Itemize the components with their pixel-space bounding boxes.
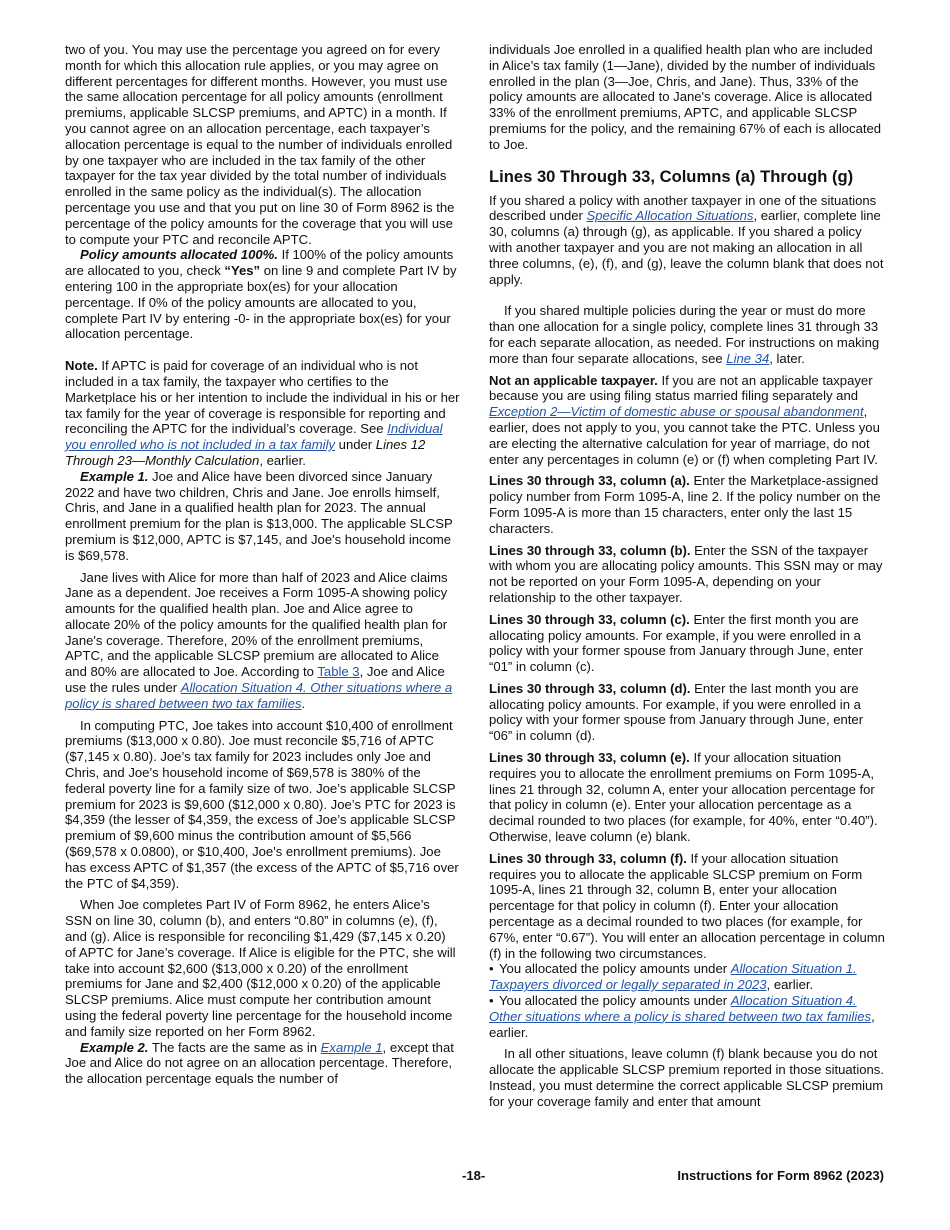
link-table-3[interactable]: Table 3 <box>317 664 360 680</box>
run-text: The facts are the same as in <box>148 1039 321 1055</box>
link-allocation-situation-4[interactable]: Allocation Situation 4. Other situations where a policy is shared between two tax families <box>65 680 453 711</box>
right-column <box>489 42 886 1110</box>
run-heading: Lines 30 through 33, column (d). <box>489 680 691 696</box>
section-heading: Lines 30 Through 33, Columns (a) Through (g) <box>489 166 854 186</box>
run-heading: Not an applicable taxpayer. <box>489 372 658 388</box>
run-italic: Lines 12 Through 23—Monthly Calculation <box>65 437 426 468</box>
run-text: Enter the last month you are allocating policy amounts. For example, if you were enrolled in a policy with your former spouse from January through June, enter “06” in column (d). <box>489 680 864 744</box>
run-text: If you shared a policy with another taxpayer in one of the situations described under <box>489 192 877 224</box>
note-heading: Note. <box>65 358 98 374</box>
paragraph: When Joe completes Part IV of Form 8962, he enters Alice’s SSN on line 30, column (b), and enters “0.80” in columns (e), (f), and (g). Alice is responsible for reconciling $1,429 ($7,145 x 0.20) of APTC for Jane’s coverage. If Alice is eligible for the PTC, she will take into account $2,600 ($13,000 x 0.20) of the enrollment premiums for Jane and $2,400 ($12,000 x 0.20) of the applicable SLCSP premiums. Alice must compute her contribution amount using the federal poverty line percentage for the household income and family size reported on her Form 8962. <box>65 897 456 1039</box>
paragraph: In computing PTC, Joe takes into account $10,400 of enrollment premiums ($13,000 x 0.80). Joe must reconcile $5,716 of APTC ($7,145 x 0.80). Joe’s tax family for 2023 includes only Joe and Chris, and Joe’s household income of $69,578 is 380% of the federal poverty line for a family size of two. Joe’s applicable SLCSP premium for 2023 is $9,600 ($12,000 x 0.80). Joe’s PTC for 2023 is $4,359 (the lesser of $4,359, the excess of Joe’s applicable SLCSP premium of $9,600 minus the contribution amount of $5,566 ($69,578 x 0.0800), or $10,400, Joe's enrollment premiums). Joe has excess APTC of $1,357 (the excess of the APTC of $5,716 over the PTC of $4,359). <box>65 717 459 891</box>
example-1-heading: Example 1. <box>80 468 149 484</box>
run-text: Enter the first month you are allocating policy amounts. For example, if you were enrolled in a policy with your former spouse from January through June, enter “01” in column (c). <box>489 611 864 675</box>
paragraph <box>489 303 886 366</box>
run-text: You allocated the policy amounts under <box>499 993 731 1009</box>
paragraph-policy-amounts <box>65 247 460 342</box>
example-1-paragraph <box>65 469 460 564</box>
paragraph: two of you. You may use the percentage you agreed on for every month for which this allocation rule applies, or you may agree on different percentages for different months. However, you must use the same allocation percentage for all policy amounts (enrollment premiums, applicable SLCSP premiums, and APTC) in a month. If you cannot agree on an allocation percentage, each taxpayer’s allocation percentage is equal to the number of individuals enrolled by one taxpayer who are included in the tax family of the other taxpayer for the tax year divided by the total number of individuals enrolled in the same policy as the individual(s). The allocation percentage you use and that you put on line 30 of Form 8962 is the percentage of the policy amounts for the coverage that you will use to compute your PTC and reconcile APTC. <box>65 42 455 247</box>
run-heading: Policy amounts allocated 100%. <box>80 247 278 263</box>
paragraph-column-d <box>489 681 886 744</box>
run-text: on line 9 and complete Part IV by entering 100 in the appropriate box(es) for your allocation percentage. If 0% of the policy amounts are allocated to you, complete Part IV by entering -0- in the appropriate box(es) for your allocation percentage. <box>65 263 457 342</box>
run-text: , earlier, complete line 30, columns (a) through (g), as applicable. If you shared a policy with another taxpayer and you are not making an allocation in all three columns, (e), (f), and (g), leave the column blank that does not apply. <box>489 208 884 287</box>
link-line-34[interactable]: Line 34 <box>726 350 770 366</box>
bullet-item <box>489 961 886 993</box>
paragraph-column-e <box>489 750 886 845</box>
run-text: You allocated the policy amounts under <box>499 961 731 977</box>
run-heading: Lines 30 through 33, column (f). <box>489 850 687 866</box>
bullet-item <box>489 993 886 1040</box>
link-allocation-situation-1[interactable]: Allocation Situation 1. Taxpayers divorced or legally separated in 2023 <box>489 961 857 993</box>
run-heading: Lines 30 through 33, column (a). <box>489 473 690 489</box>
run-text: , earlier. <box>489 1008 875 1040</box>
run-heading: Lines 30 through 33, column (c). <box>489 611 690 627</box>
run-text: , earlier, does not apply to you, you cannot take the PTC. Unless you are electing the alternative calculation for year of marriage, do not enter any percentages in column (e) or (f) when completing Part IV. <box>489 404 880 467</box>
run-text: , earlier. <box>766 977 814 993</box>
run-text: . <box>301 695 306 711</box>
run-text: Enter the Marketplace-assigned policy number from Form 1095-A, line 2. If the policy number on the Form 1095-A is more than 15 characters, enter only the last 15 characters. <box>489 473 881 536</box>
run-text: Joe and Alice have been divorced since January 2022 and have two children, Chris and Jane. Joe enrolls himself, Chris, and Jane in a qualified health plan for 2023. The annual enrollment premium for the plan is $13,000. The applicable SLCSP premium is $12,000, APTC is $7,145, and Joe's household income is $69,578. <box>65 468 453 563</box>
footer-title: Instructions for Form 8962 (2023) <box>677 1168 884 1183</box>
run-text: , except that Joe and Alice do not agree on an allocation percentage. Therefore, the allocation percentage equals the number of <box>65 1039 454 1087</box>
run-text: under <box>335 437 376 453</box>
example-2-paragraph <box>65 1040 460 1087</box>
link-specific-allocation-situations[interactable]: Specific Allocation Situations <box>586 208 754 224</box>
run-text: Enter the SSN of the taxpayer with whom you are allocating policy amounts. This SSN may or may not be reported on your Form 1095-A, depending on your relationship to the other taxpayer. <box>489 542 883 605</box>
bullet-icon: • <box>489 961 494 977</box>
run-text: Jane lives with Alice for more than half of 2023 and Alice claims Jane as a dependent. Joe receives a Form 1095-A showing policy amounts for the qualified health plan. Joe and Alice agree to allocate 20% of the policy amounts for the qualified health plan for Jane's coverage. Therefore, 20% of the enrollment premiums, APTC, and the applicable SLCSP premium are allocated to Alice and 80% are allocated to Joe. According to <box>65 569 448 680</box>
run-text: , later. <box>769 350 805 366</box>
link-allocation-situation-4[interactable]: Allocation Situation 4. Other situations where a policy is shared between two tax families <box>489 993 872 1024</box>
run-text: If 100% of the policy amounts are allocated to you, check <box>65 247 454 279</box>
paragraph-column-b <box>489 543 886 606</box>
paragraph: In all other situations, leave column (f) blank because you do not allocate the applicable SLCSP premium reported in those situations. Instead, you must determine the correct applicable SLCSP premium for your coverage family and enter that amount <box>489 1046 884 1109</box>
run-yes: “Yes” <box>224 263 261 279</box>
example-2-heading: Example 2. <box>80 1039 149 1055</box>
paragraph: individuals Joe enrolled in a qualified health plan who are included in Alice’s tax family (1—Jane), divided by the number of individuals enrolled in the plan (3—Joe, Chris, and Jane). Thus, 33% of the policy amounts are allocated to Jane's coverage. Alice is allocated 33% of the enrollment premiums, APTC, and applicable SLCSP premiums for the policy, and the remaining 67% of each is allocated to Joe. <box>489 42 882 152</box>
run-text: If your allocation situation requires you to allocate the applicable SLCSP premium on Form 1095-A, lines 21 through 32, column B, enter your allocation percentage for that policy in column (f). Enter your allocation percentage as a decimal rounded to two places (for example, for 67%, enter “0.67”). You will enter an allocation percentage in column (f) in the following two circumstances. <box>489 850 885 961</box>
bullet-icon: • <box>489 993 494 1009</box>
link-exception-2[interactable]: Exception 2—Victim of domestic abuse or spousal abandonment <box>489 404 864 420</box>
run-heading: Lines 30 through 33, column (e). <box>489 750 690 766</box>
run-text: If your allocation situation requires you to allocate the enrollment premiums on Form 1095-A, lines 21 through 32, column A, enter your allocation percentage for that policy in column (e). Enter your allocation percentage as a decimal rounded to two places (for example, for 40%, enter “0.40”). Otherwise, leave column (e) blank. <box>489 750 878 845</box>
link-example-1[interactable]: Example 1 <box>320 1039 383 1055</box>
note-paragraph <box>65 358 460 469</box>
paragraph-column-a <box>489 473 886 536</box>
run-text: , Joe and Alice use the rules under <box>65 664 445 696</box>
paragraph-column-c <box>489 612 886 675</box>
run-heading: Lines 30 through 33, column (b). <box>489 542 691 558</box>
paragraph-not-applicable-taxpayer <box>489 373 886 468</box>
page-number: -18- <box>462 1168 486 1183</box>
run-text: If APTC is paid for coverage of an individual who is not included in a tax family, the taxpayer who certifies to the Marketplace his or her intention to include the individual in his or her tax family for the year of coverage is responsible for reporting and reconciling the APTC for the individual’s coverage. See <box>65 358 460 437</box>
left-column <box>65 42 460 1087</box>
paragraph <box>65 570 460 712</box>
run-text: If you are not an applicable taxpayer because you are using filing status married filing separately and <box>489 372 873 404</box>
run-text: , earlier. <box>259 452 306 468</box>
paragraph-column-f <box>489 851 886 962</box>
link-individual-not-included[interactable]: Individual you enrolled who is not included in a tax family <box>65 421 443 453</box>
paragraph <box>489 193 886 288</box>
run-text: If you shared multiple policies during the year or must do more than one allocation for a single policy, complete lines 31 through 33 for each separate allocation, as needed. For instructions on making more than four separate allocations, see <box>489 303 880 366</box>
